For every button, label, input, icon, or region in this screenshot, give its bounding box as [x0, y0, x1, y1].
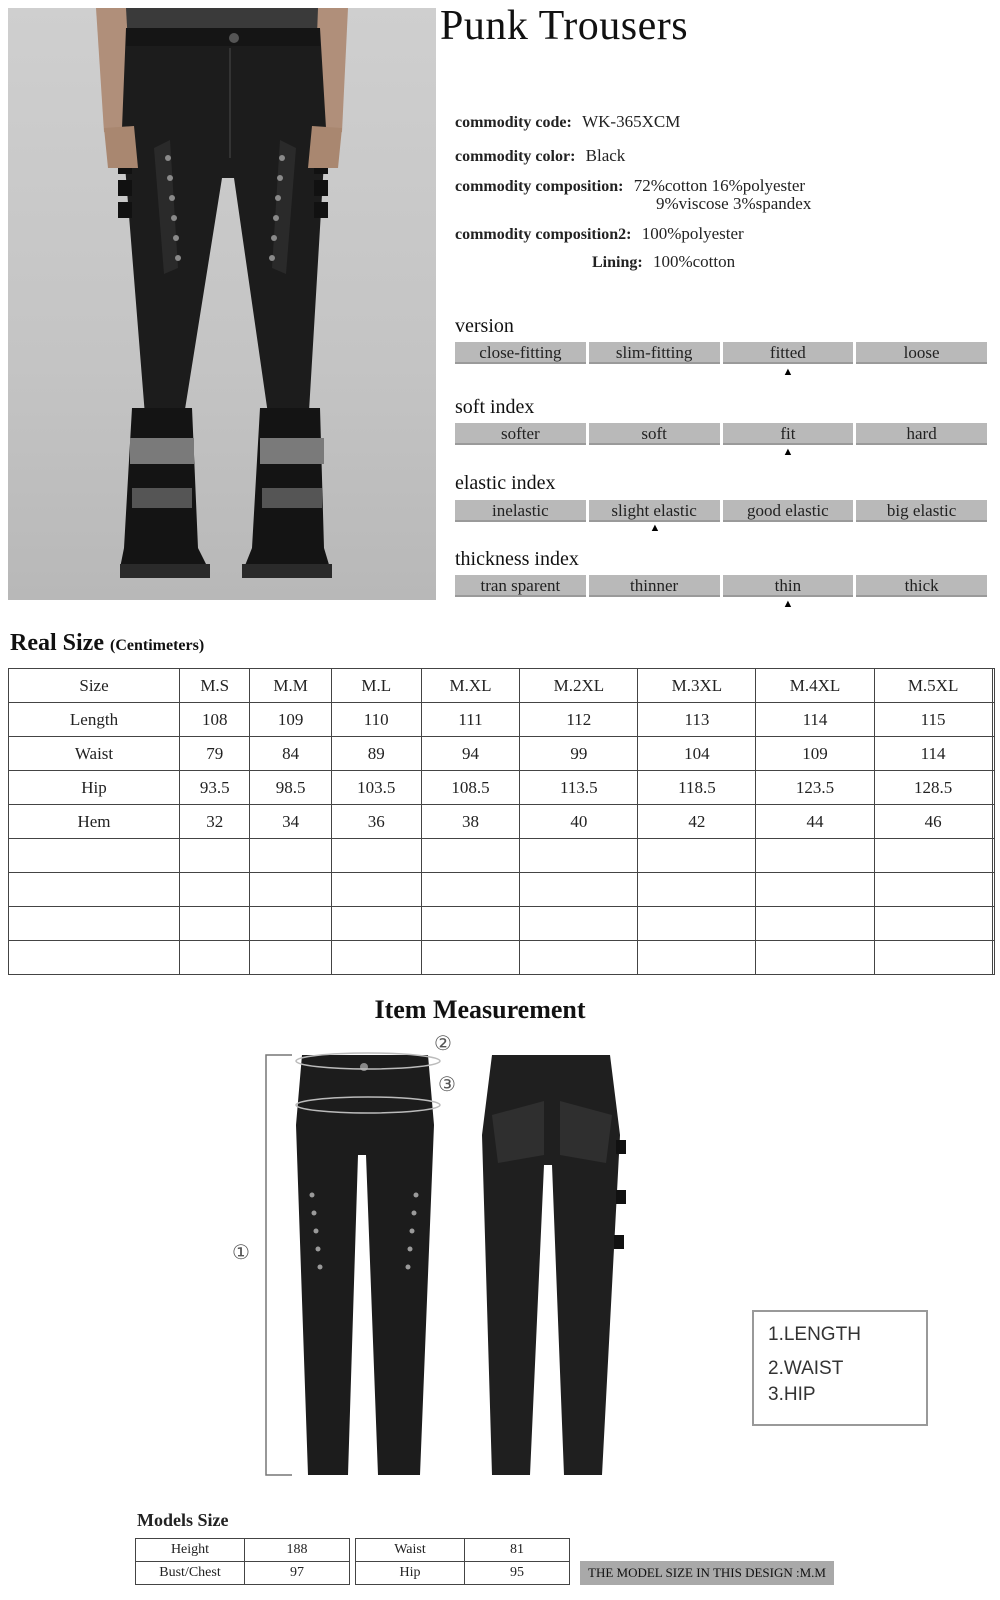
- spec-lining: [592, 252, 735, 272]
- soft-option: hard: [856, 423, 987, 445]
- table-row: [356, 1539, 570, 1562]
- spec-value: 100%cotton: [652, 252, 736, 271]
- version-option: close-fitting: [455, 342, 586, 364]
- table-cell: [638, 873, 756, 907]
- version-title: version: [455, 315, 514, 337]
- row-label: [9, 941, 180, 975]
- table-cell: [180, 941, 250, 975]
- table-cell: [180, 873, 250, 907]
- spec-value: 72%cotton 16%polyester: [633, 176, 806, 195]
- table-cell: [520, 873, 638, 907]
- header-cell: M.5XL: [874, 669, 992, 703]
- table-cell: 46: [874, 805, 992, 839]
- header-cell: [992, 669, 994, 703]
- measurement-legend: [752, 1310, 928, 1426]
- table-cell: 114: [874, 737, 992, 771]
- table-cell: 112: [520, 703, 638, 737]
- table-cell: 110: [331, 703, 421, 737]
- table-cell: [756, 873, 874, 907]
- row-label: Hem: [9, 805, 180, 839]
- elastic-index-scale: [455, 500, 987, 522]
- table-cell: 114: [756, 703, 874, 737]
- header-cell: M.4XL: [756, 669, 874, 703]
- table-cell: [421, 839, 520, 873]
- real-size-unit: (Centimeters): [109, 637, 205, 654]
- table-row: [356, 1562, 570, 1585]
- model-value: 188: [245, 1539, 350, 1562]
- thickness-option: thick: [856, 575, 987, 597]
- table-cell: 84: [250, 737, 331, 771]
- table-row: [136, 1539, 350, 1562]
- version-option: loose: [856, 342, 987, 364]
- spec-label: commodity composition2:: [455, 226, 632, 243]
- table-row: [9, 737, 995, 771]
- table-cell: [180, 839, 250, 873]
- spec-commodity-code: [455, 112, 680, 132]
- measurement-diagram: [230, 1045, 650, 1485]
- table-row: [9, 907, 995, 941]
- table-cell: [520, 941, 638, 975]
- header-cell: M.XL: [421, 669, 520, 703]
- soft-option: softer: [455, 423, 586, 445]
- elastic-option: inelastic: [455, 500, 586, 522]
- spec-commodity-composition2: [455, 224, 744, 244]
- table-cell: 109: [250, 703, 331, 737]
- table-row: [9, 703, 995, 737]
- elastic-option: good elastic: [723, 500, 854, 522]
- model-photo: [8, 8, 436, 600]
- model-size-note: THE MODEL SIZE IN THIS DESIGN :M.M: [580, 1561, 834, 1585]
- soft-index-scale: [455, 423, 987, 445]
- table-cell: [992, 737, 994, 771]
- thickness-option: thin: [723, 575, 854, 597]
- row-label: Hip: [9, 771, 180, 805]
- version-marker: ▲: [782, 366, 794, 378]
- table-cell: 93.5: [180, 771, 250, 805]
- model-illustration: [8, 8, 436, 600]
- table-row: [9, 941, 995, 975]
- table-row: [9, 771, 995, 805]
- thickness-index-title: thickness index: [455, 548, 579, 570]
- spec-label: commodity composition:: [455, 178, 624, 195]
- header-cell: Size: [9, 669, 180, 703]
- table-cell: [638, 941, 756, 975]
- front-trousers: [296, 1055, 434, 1475]
- table-cell: 109: [756, 737, 874, 771]
- header-cell: M.3XL: [638, 669, 756, 703]
- size-table: [8, 668, 995, 975]
- legend-length: 1.LENGTH: [768, 1324, 861, 1345]
- soft-index-title: soft index: [455, 396, 535, 418]
- real-size-title: Real Size: [10, 630, 104, 656]
- header-cell: M.2XL: [520, 669, 638, 703]
- real-size-heading: [10, 630, 204, 657]
- table-cell: [331, 907, 421, 941]
- spec-value: Black: [585, 146, 626, 165]
- model-label: Height: [136, 1539, 245, 1562]
- table-cell: [992, 873, 994, 907]
- models-table-right: [355, 1538, 570, 1585]
- models-table-left: [135, 1538, 350, 1585]
- table-cell: 42: [638, 805, 756, 839]
- table-cell: [874, 873, 992, 907]
- table-cell: [756, 839, 874, 873]
- table-cell: [331, 839, 421, 873]
- table-cell: 99: [520, 737, 638, 771]
- table-cell: [756, 941, 874, 975]
- row-label: [9, 839, 180, 873]
- header-cell: M.M: [250, 669, 331, 703]
- table-row: [136, 1562, 350, 1585]
- table-cell: 40: [520, 805, 638, 839]
- version-option: fitted: [723, 342, 854, 364]
- row-label: [9, 907, 180, 941]
- table-cell: [992, 771, 994, 805]
- spec-commodity-composition-line2: [656, 194, 811, 214]
- table-cell: [874, 839, 992, 873]
- spec-commodity-color: [455, 146, 625, 166]
- table-cell: [250, 941, 331, 975]
- version-scale: [455, 342, 987, 364]
- table-cell: [520, 839, 638, 873]
- elastic-index-title: elastic index: [455, 472, 556, 494]
- table-row: [9, 839, 995, 873]
- marker-waist: ②: [434, 1033, 452, 1055]
- table-cell: 118.5: [638, 771, 756, 805]
- table-cell: 123.5: [756, 771, 874, 805]
- version-option: slim-fitting: [589, 342, 720, 364]
- table-cell: [331, 941, 421, 975]
- table-cell: [421, 907, 520, 941]
- soft-option: soft: [589, 423, 720, 445]
- table-cell: [250, 839, 331, 873]
- row-label: Waist: [9, 737, 180, 771]
- model-label: Hip: [356, 1562, 465, 1585]
- table-cell: [638, 907, 756, 941]
- model-value: 95: [465, 1562, 570, 1585]
- table-cell: 108: [180, 703, 250, 737]
- table-cell: [992, 839, 994, 873]
- spec-value: 100%polyester: [641, 224, 744, 243]
- table-cell: 98.5: [250, 771, 331, 805]
- spec-value: 9%viscose 3%spandex: [656, 194, 812, 213]
- table-cell: [992, 907, 994, 941]
- table-cell: [874, 941, 992, 975]
- thickness-index-scale: [455, 575, 987, 597]
- model-value: 97: [245, 1562, 350, 1585]
- table-cell: [331, 873, 421, 907]
- spec-value: WK-365XCM: [582, 112, 681, 131]
- table-header-row: [9, 669, 995, 703]
- marker-length: ①: [232, 1242, 250, 1264]
- row-label: [9, 873, 180, 907]
- model-label: Waist: [356, 1539, 465, 1562]
- table-row: [9, 873, 995, 907]
- table-cell: 38: [421, 805, 520, 839]
- spec-commodity-composition: [455, 176, 805, 196]
- legend-hip: 3.HIP: [768, 1384, 816, 1405]
- table-cell: [520, 907, 638, 941]
- table-cell: [992, 805, 994, 839]
- models-size-title: Models Size: [137, 1510, 229, 1530]
- row-label: Length: [9, 703, 180, 737]
- thickness-option: tran sparent: [455, 575, 586, 597]
- spec-label: commodity color:: [455, 148, 576, 165]
- table-cell: [421, 941, 520, 975]
- product-title: Punk Trousers: [440, 3, 689, 49]
- elastic-option: slight elastic: [589, 500, 720, 522]
- elastic-option: big elastic: [856, 500, 987, 522]
- table-cell: [638, 839, 756, 873]
- table-cell: 34: [250, 805, 331, 839]
- table-cell: 104: [638, 737, 756, 771]
- soft-index-marker: ▲: [782, 446, 794, 458]
- table-cell: 103.5: [331, 771, 421, 805]
- table-cell: [250, 907, 331, 941]
- spec-label: Lining:: [592, 254, 643, 271]
- table-cell: [421, 873, 520, 907]
- header-cell: M.S: [180, 669, 250, 703]
- table-cell: 113.5: [520, 771, 638, 805]
- table-cell: [992, 703, 994, 737]
- marker-hip: ③: [438, 1074, 456, 1096]
- table-cell: 111: [421, 703, 520, 737]
- thickness-index-marker: ▲: [782, 598, 794, 610]
- table-cell: 115: [874, 703, 992, 737]
- model-value: 81: [465, 1539, 570, 1562]
- item-measurement-title: Item Measurement: [374, 995, 586, 1024]
- table-cell: 128.5: [874, 771, 992, 805]
- thickness-option: thinner: [589, 575, 720, 597]
- legend-waist: 2.WAIST: [768, 1358, 844, 1379]
- table-cell: [756, 907, 874, 941]
- table-cell: 32: [180, 805, 250, 839]
- table-cell: 89: [331, 737, 421, 771]
- table-cell: [992, 941, 994, 975]
- header-cell: M.L: [331, 669, 421, 703]
- model-label: Bust/Chest: [136, 1562, 245, 1585]
- table-cell: 36: [331, 805, 421, 839]
- table-row: [9, 805, 995, 839]
- table-cell: [180, 907, 250, 941]
- table-cell: 94: [421, 737, 520, 771]
- table-cell: [250, 873, 331, 907]
- table-cell: 108.5: [421, 771, 520, 805]
- elastic-index-marker: ▲: [649, 522, 661, 534]
- table-cell: 44: [756, 805, 874, 839]
- table-cell: 113: [638, 703, 756, 737]
- table-cell: 79: [180, 737, 250, 771]
- table-cell: [874, 907, 992, 941]
- soft-option: fit: [723, 423, 854, 445]
- length-bracket: [266, 1055, 292, 1475]
- spec-label: commodity code:: [455, 114, 572, 131]
